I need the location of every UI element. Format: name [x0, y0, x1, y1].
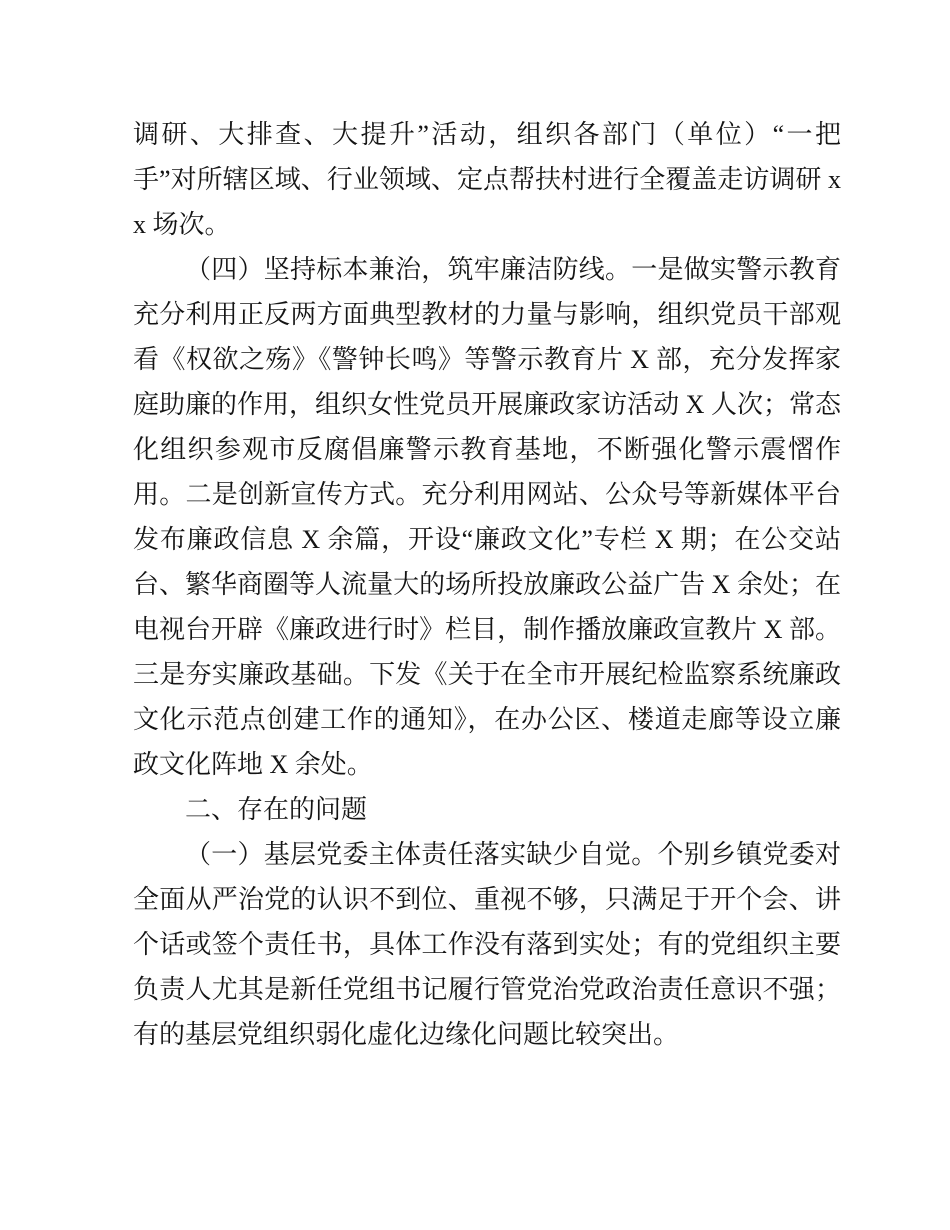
document-text-column: [133, 112, 841, 1057]
paragraph-item-1: （一）基层党委主体责任落实缺少自觉。个别乡镇党委对全面从严治党的认识不到位、重视不够，只满足于开个会、讲个话或签个责任书，具体工作没有落到实处；有的党组织主要负责人尤其是新任党组书记履行管党治党政治责任意识不强；有的基层党组织弱化虚化边缘化问题比较突出。: [133, 840, 841, 1049]
paragraph-section-4: （四）坚持标本兼治，筑牢廉洁防线。一是做实警示教育充分利用正反两方面典型教材的力量与影响，组织党员干部观看《权欲之殇》《警钟长鸣》等警示教育片 X 部，充分发挥家庭助廉的作用，组织女性党员开展廉政家访活动 X 人次；常态化组织参观市反腐倡廉警示教育基地，不断强化警示震慴作用。二是创新宣传方式。充分利用网站、公众号等新媒体平台发布廉政信息 X 余篇，开设“廉政文化”专栏 X 期；在公交站台、繁华商圈等人流量大的场所投放廉政公益广告 X 余处；在电视台开辟《廉政进行时》栏目，制作播放廉政宣教片 X 部。三是夯实廉政基础。下发《关于在全市开展纪检监察系统廉政文化示范点创建工作的通知》，在办公区、楼道走廊等设立廉政文化阵地 X 余处。: [133, 255, 841, 779]
paragraph-continuation: 调研、大排查、大提升”活动，组织各部门（单位）“一把手”对所辖区域、行业领域、定点帮扶村进行全覆盖走访调研 xx 场次。: [133, 120, 841, 239]
section-heading-problems: 二、存在的问题: [185, 795, 368, 824]
